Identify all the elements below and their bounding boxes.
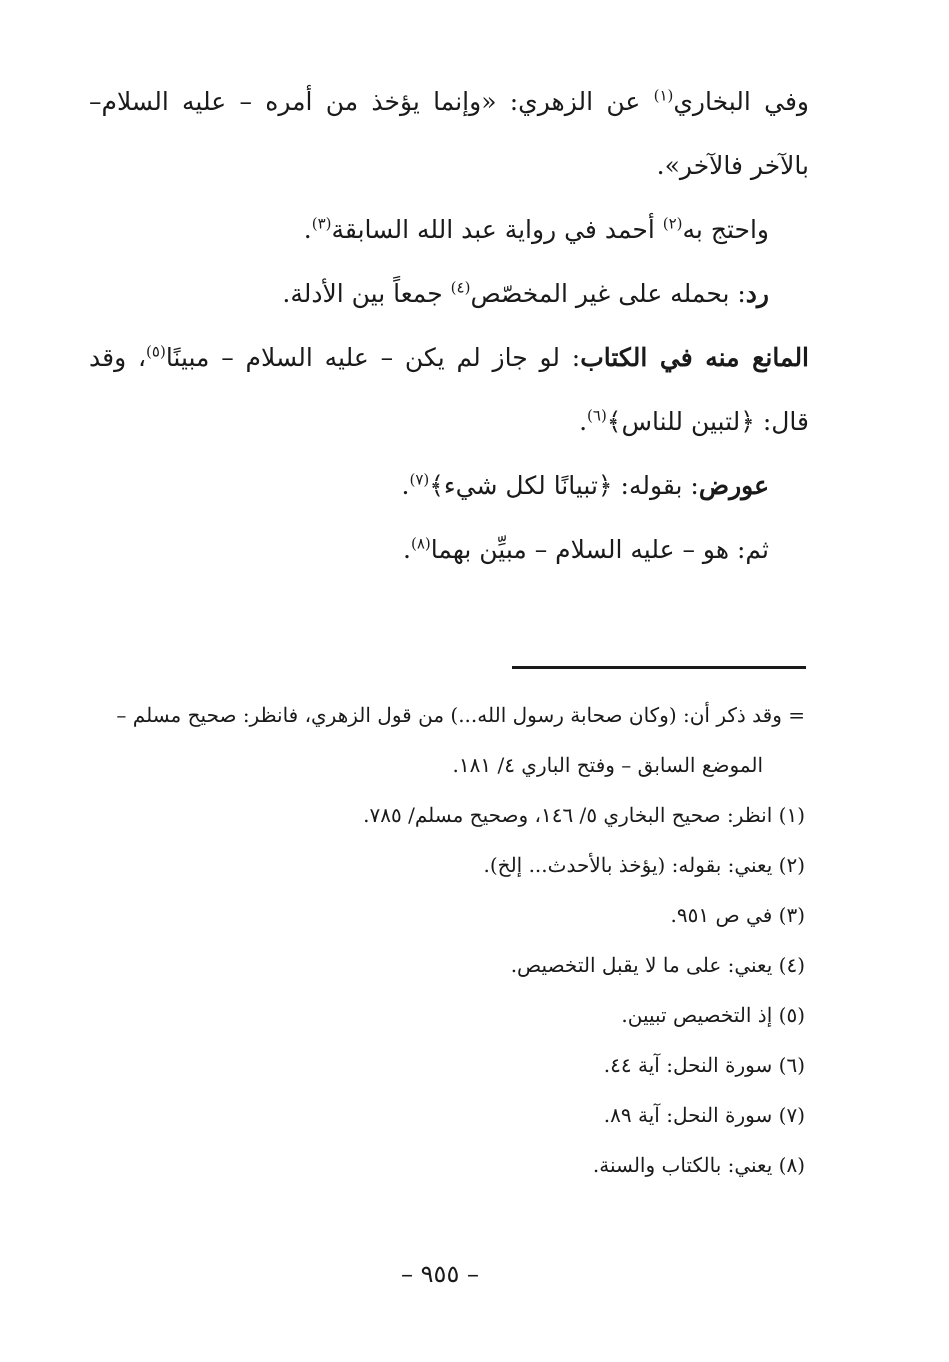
footnote-ref-3: (٣) [311, 214, 332, 233]
footnote-5: (٥) إذ التخصيص تبيين. [621, 1003, 805, 1027]
footnote-continuation-line-2: الموضع السابق – وفتح الباري ٤/ ١٨١. [452, 753, 763, 777]
footnote-4: (٤) يعني: على ما لا يقبل التخصيص. [510, 953, 805, 977]
paragraph-line-5: المانع منه في الكتاب: لو جاز لم يكن – عليه السلام – مبينًا$^{(٥)}$، وقد [89, 342, 810, 372]
footnote-separator [512, 666, 806, 669]
footnote-2: (٢) يعني: بقوله: (يؤخذ بالأحدث... إلخ). [483, 853, 805, 877]
term-mani: المانع منه في الكتاب [580, 343, 810, 372]
paragraph-line-4: رد: بحمله على غير المخصّص$^{(٤)}$ جمعاً بين الأدلة. [282, 278, 769, 308]
footnote-ref-8: (٨) [411, 534, 431, 553]
footnote-ref-1: (١) [653, 86, 674, 105]
footnote-ref-2: (٢) [662, 214, 683, 233]
footnote-3: (٣) في ص ٩٥١. [670, 903, 805, 927]
paragraph-line-1: وفي البخاري$^{(١)}$ عن الزهري: «وإنما يؤخذ من أمره – عليه السلام– [89, 86, 809, 116]
paragraph-line-2: بالآخر فالآخر». [656, 151, 809, 180]
footnotes [85, 690, 805, 1190]
footnote-ref-4: (٤) [450, 278, 471, 297]
term-radd: رد [745, 279, 769, 308]
footnote-8: (٨) يعني: بالكتاب والسنة. [592, 1153, 805, 1177]
main-text [89, 70, 809, 582]
footnote-continuation-line-1: = وقد ذكر أن: (وكان صحابة رسول الله...) من قول الزهري، فانظر: صحيح مسلم – [116, 703, 805, 727]
footnote-1: (١) انظر: صحيح البخاري ٥/ ١٤٦، وصحيح مسلم/ ٧٨٥. [363, 803, 805, 827]
page-number: – ٩٥٥ – [401, 1260, 479, 1288]
term-uwrid: عورض [698, 471, 769, 500]
footnote-6: (٦) سورة النحل: آية ٤٤. [603, 1053, 805, 1077]
footnote-7: (٧) سورة النحل: آية ٨٩. [603, 1103, 805, 1127]
paragraph-line-7: عورض: بقوله: ﴿تبيانًا لكل شيء﴾$^{(٧)}$. [401, 470, 769, 500]
footnote-ref-6: (٦) [587, 406, 607, 425]
footnote-ref-5: (٥) [146, 342, 166, 361]
footnote-ref-7: (٧) [409, 470, 430, 489]
paragraph-line-6: قال: ﴿لتبين للناس﴾$^{(٦)}$. [579, 406, 809, 436]
paragraph-line-3: واحتج به$^{(٢)}$ أحمد في رواية عبد الله السابقة$^{(٣)}$. [303, 214, 769, 244]
paragraph-line-8: ثم: هو – عليه السلام – مبيِّن بهما$^{(٨)}$. [403, 534, 769, 564]
